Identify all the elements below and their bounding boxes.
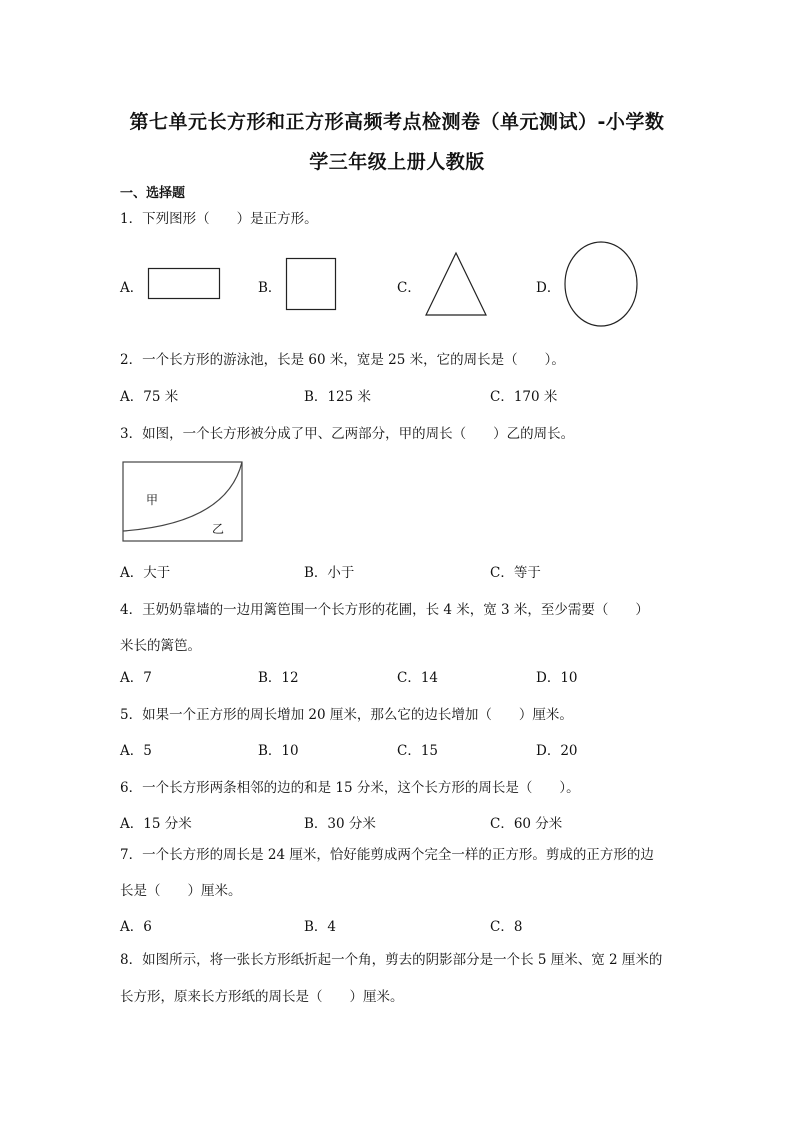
q2-option-a: A．75 米 [120, 389, 179, 405]
document-title-line2: 学三年级上册人教版 [309, 151, 485, 173]
question-8-text-line1: 8．如图所示，将一张长方形纸折起一个角，剪去的阴影部分是一个长 5 厘米、宽 2 厘米的 [120, 952, 663, 968]
q4-option-a: A．7 [120, 670, 152, 686]
q7-option-b: B．4 [304, 919, 337, 935]
q1-square-shape [286, 258, 336, 310]
q3-divided-rectangle-figure [122, 461, 244, 543]
q2-option-c: C．170 米 [490, 389, 558, 405]
q5-option-b: B．10 [258, 743, 299, 759]
q6-option-b: B．30 分米 [304, 816, 376, 832]
question-1-text: 1．下列图形（ ）是正方形。 [120, 211, 318, 227]
question-7-text-line1: 7．一个长方形的周长是 24 厘米，恰好能剪成两个完全一样的正方形。剪成的正方形的边 [120, 847, 654, 863]
q4-option-b: B．12 [258, 670, 299, 686]
q5-option-a: A．5 [120, 743, 152, 759]
document-title-line1: 第七单元长方形和正方形高频考点检测卷（单元测试）-小学数 [129, 111, 665, 133]
question-2-text: 2．一个长方形的游泳池，长是 60 米，宽是 25 米，它的周长是（ ）。 [120, 352, 565, 368]
q2-option-b: B．125 米 [304, 389, 371, 405]
q7-option-c: C．8 [490, 919, 523, 935]
q1-label-a: A． [120, 280, 144, 296]
q1-label-d: D． [536, 280, 561, 296]
question-8-text-line2: 长方形，原来长方形纸的周长是（ ）厘米。 [120, 989, 404, 1005]
q3-option-a: A．大于 [120, 565, 171, 581]
q3-label-yi: 乙 [212, 522, 225, 536]
q1-rectangle-shape [148, 268, 220, 300]
question-5-text: 5．如果一个正方形的周长增加 20 厘米，那么它的边长增加（ ）厘米。 [120, 707, 573, 723]
q3-label-jia: 甲 [146, 493, 159, 507]
q1-triangle-shape [425, 252, 487, 316]
q1-label-c: C． [397, 280, 421, 296]
q7-option-a: A．6 [120, 919, 152, 935]
q3-option-b: B．小于 [304, 565, 355, 581]
question-7-text-line2: 长是（ ）厘米。 [120, 883, 242, 899]
q6-option-a: A．15 分米 [120, 816, 192, 832]
q6-option-c: C．60 分米 [490, 816, 563, 832]
q1-label-b: B． [258, 280, 282, 296]
question-4-text-line2: 米长的篱笆。 [120, 638, 201, 654]
question-3-text: 3．如图，一个长方形被分成了甲、乙两部分，甲的周长（ ）乙的周长。 [120, 426, 575, 442]
section-heading: 一、选择题 [120, 186, 186, 201]
q4-option-d: D．10 [536, 670, 578, 686]
q5-option-c: C．15 [397, 743, 439, 759]
q3-option-c: C．等于 [490, 565, 541, 581]
question-6-text: 6．一个长方形两条相邻的边的和是 15 分米，这个长方形的周长是（ ）。 [120, 780, 580, 796]
question-4-text-line1: 4．王奶奶靠墙的一边用篱笆围一个长方形的花圃，长 4 米，宽 3 米，至少需要（ ） [120, 602, 649, 618]
q1-ellipse-shape [564, 241, 638, 327]
q5-option-d: D．20 [536, 743, 578, 759]
q4-option-c: C．14 [397, 670, 439, 686]
